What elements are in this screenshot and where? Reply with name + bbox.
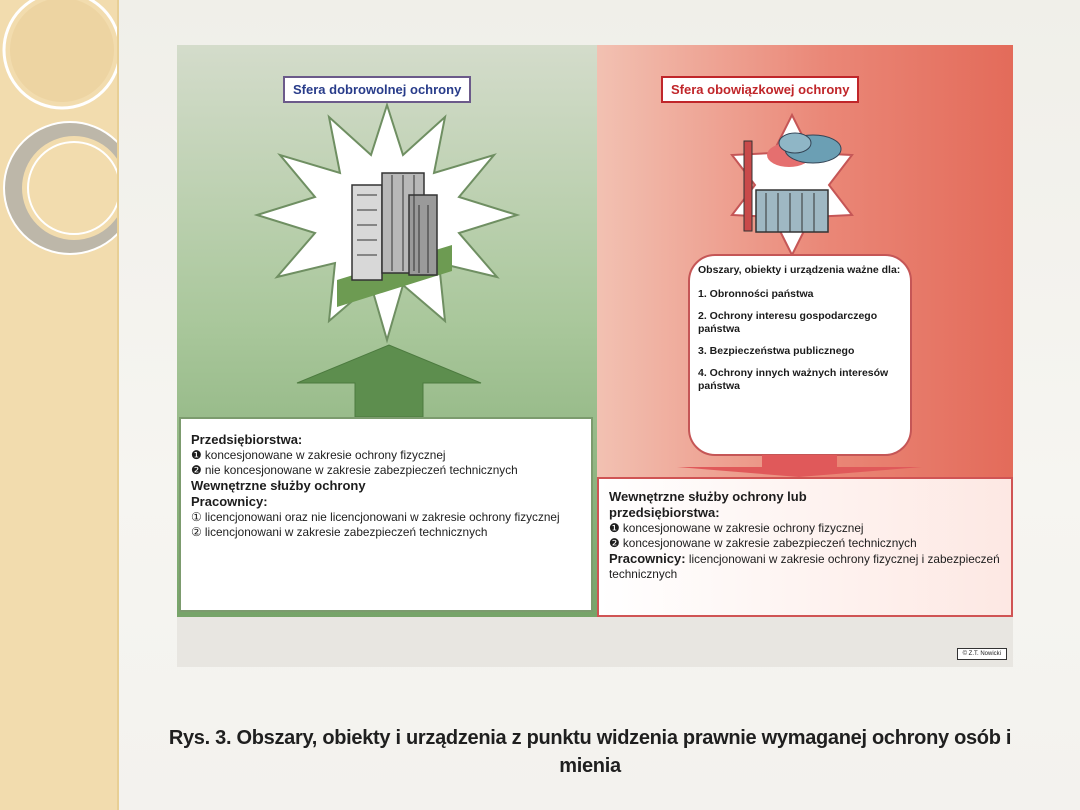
figure-caption: Rys. 3. Obszary, obiekty i urządzenia z punktu widzenia prawnie wymaganej ochrony osób i mienia (168, 727, 1012, 777)
list-item: 3. Bezpieczeństwa publicznego (698, 345, 855, 357)
list-item: 2. Ochrony interesu gospodarczego państwa (698, 310, 878, 335)
mandatory-description-box (597, 477, 1013, 617)
up-arrow-shape (297, 345, 481, 417)
enterprises-heading: Przedsiębiorstwa: (191, 432, 303, 447)
decorative-rings (0, 0, 117, 300)
down-arrow-shape (677, 455, 922, 477)
list-intro: Obszary, obiekty i urządzenia ważne dla: (698, 264, 901, 276)
mandatory-sphere-title: Sfera obowiązkowej ochrony (661, 76, 859, 103)
list-item: ① licencjonowani oraz nie licencjonowani w zakresie ochrony fizycznej (191, 510, 560, 524)
list-item: ❷ nie koncesjonowane w zakresie zabezpieczeń technicznych (191, 463, 518, 477)
workers-line (609, 551, 1001, 582)
workers-heading: Pracownicy: (191, 494, 268, 509)
voluntary-description-box (179, 417, 593, 612)
list-item: 1. Obronności państwa (698, 288, 814, 300)
list-item: ❶ koncesjonowane w zakresie ochrony fizycznej (191, 448, 446, 462)
list-item: 4. Ochrony innych ważnych interesów państwa (698, 367, 889, 392)
decorative-side-strip (0, 0, 119, 810)
list-item: ❶ koncesjonowane w zakresie ochrony fizycznej (609, 521, 864, 535)
diagram-figure (177, 45, 1013, 667)
internal-services-heading: Wewnętrzne służby ochrony (191, 478, 366, 493)
important-objects-list (698, 264, 912, 402)
list-item: ❷ koncesjonowane w zakresie zabezpieczeń technicznych (609, 536, 917, 550)
workers-text: licencjonowani w zakresie ochrony fizycznej i zabezpieczeń technicznych (609, 552, 1000, 581)
author-credit: © Z.T. Nowicki (957, 648, 1007, 660)
voluntary-sphere-title: Sfera dobrowolnej ochrony (283, 76, 471, 103)
workers-label: Pracownicy: (609, 551, 686, 566)
list-item: ② licencjonowani w zakresie zabezpieczeń technicznych (191, 525, 488, 539)
services-heading: Wewnętrzne służby ochrony lub przedsiębiorstwa: (609, 489, 807, 520)
